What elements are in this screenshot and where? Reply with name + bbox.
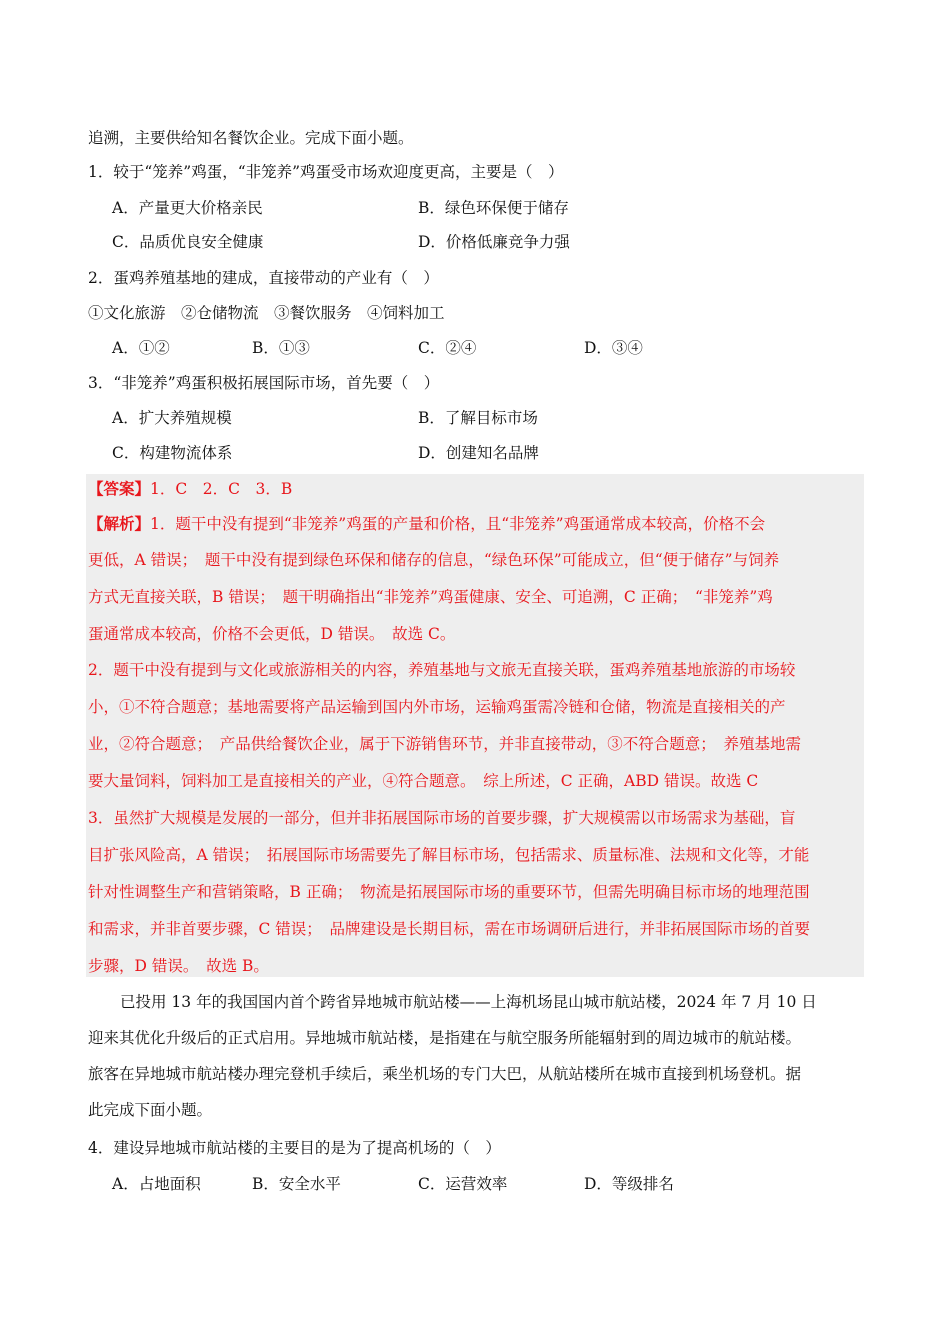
q4-option-b: B．安全水平 bbox=[252, 1175, 341, 1193]
question-3-stem: 3．“非笼养”鸡蛋积极拓展国际市场，首先要（ ） bbox=[88, 374, 440, 392]
question-1-stem: 1．较于“笼养”鸡蛋，“非笼养”鸡蛋受市场欢迎度更高，主要是（ ） bbox=[88, 163, 564, 181]
q2-option-a: A．①② bbox=[112, 339, 170, 357]
analysis-text-1: 1．题干中没有提到“非笼养”鸡蛋的产量和价格，且“非笼养”鸡蛋通常成本较高，价格不会 bbox=[150, 515, 766, 533]
q4-option-a: A．占地面积 bbox=[112, 1175, 201, 1193]
q4-option-d: D．等级排名 bbox=[584, 1175, 674, 1193]
analysis-line-4: 蛋通常成本较高，价格不会更低，D 错误。 故选 C。 bbox=[88, 625, 456, 643]
passage-tail: 追溯，主要供给知名餐饮企业。完成下面小题。 bbox=[88, 129, 414, 147]
answer-text: 1．C 2．C 3．B bbox=[150, 480, 293, 498]
analysis-line-13: 步骤，D 错误。 故选 B。 bbox=[88, 957, 269, 975]
analysis-line-9: 3．虽然扩大规模是发展的一部分，但并非拓展国际市场的首要步骤，扩大规模需以市场需求为基础，盲 bbox=[88, 809, 796, 827]
q1-option-a: A．产量更大价格亲民 bbox=[112, 199, 263, 217]
q3-option-c: C．构建物流体系 bbox=[112, 444, 233, 462]
passage-line-3: 旅客在异地城市航站楼办理完登机手续后，乘坐机场的专门大巴，从航站楼所在城市直接到机场登机。据 bbox=[88, 1065, 802, 1083]
question-4-stem: 4．建设异地城市航站楼的主要目的是为了提高机场的（ ） bbox=[88, 1139, 501, 1157]
answer-line bbox=[88, 479, 292, 499]
question-2-items: ①文化旅游 ②仓储物流 ③餐饮服务 ④饲料加工 bbox=[88, 304, 445, 322]
q1-option-c: C．品质优良安全健康 bbox=[112, 233, 264, 251]
passage-line-2: 迎来其优化升级后的正式启用。异地城市航站楼，是指建在与航空服务所能辐射到的周边城市的航站楼。 bbox=[88, 1029, 802, 1047]
q3-option-b: B．了解目标市场 bbox=[418, 409, 538, 427]
question-2-stem: 2．蛋鸡养殖基地的建成，直接带动的产业有（ ） bbox=[88, 269, 439, 287]
q2-option-d: D．③④ bbox=[584, 339, 643, 357]
analysis-line-10: 目扩张风险高，A 错误； 拓展国际市场需要先了解目标市场，包括需求、质量标准、法规和文化等，才能 bbox=[88, 846, 810, 864]
q2-option-c: C．②④ bbox=[418, 339, 477, 357]
passage-line-4: 此完成下面小题。 bbox=[88, 1101, 213, 1119]
analysis-line-6: 小，①不符合题意；基地需要将产品运输到国内外市场，运输鸡蛋需冷链和仓储，物流是直接相关的产 bbox=[88, 698, 786, 716]
analysis-line-8: 要大量饲料，饲料加工是直接相关的产业，④符合题意。 综上所述，C 正确，ABD 错误。故选 C bbox=[88, 772, 759, 790]
analysis-line-5: 2．题干中没有提到与文化或旅游相关的内容，养殖基地与文旅无直接关联，蛋鸡养殖基地旅游的市场较 bbox=[88, 661, 796, 679]
q1-option-b: B．绿色环保便于储存 bbox=[418, 199, 569, 217]
analysis-line-7: 业，②符合题意； 产品供给餐饮企业，属于下游销售环节，并非直接带动，③不符合题意； 养殖基地需 bbox=[88, 735, 802, 753]
analysis-line-1 bbox=[88, 514, 765, 534]
analysis-line-3: 方式无直接关联，B 错误； 题干明确指出“非笼养”鸡蛋健康、安全、可追溯，C 正确； “非笼养”鸡 bbox=[88, 588, 773, 606]
analysis-line-12: 和需求，并非首要步骤，C 错误； 品牌建设是长期目标，需在市场调研后进行，并非拓展国际市场的首要 bbox=[88, 920, 811, 938]
q2-option-b: B．①③ bbox=[252, 339, 310, 357]
analysis-line-2: 更低，A 错误； 题干中没有提到绿色环保和储存的信息，“绿色环保”可能成立，但“便于储存”与饲养 bbox=[88, 551, 780, 569]
analysis-tag: 【解析】 bbox=[88, 514, 151, 533]
passage-line-1: 已投用 13 年的我国国内首个跨省异地城市航站楼——上海机场昆山城市航站楼，2024 年 7 月 10 日 bbox=[120, 993, 817, 1011]
answer-tag: 【答案】 bbox=[88, 479, 151, 498]
q3-option-a: A．扩大养殖规模 bbox=[112, 409, 232, 427]
analysis-line-11: 针对性调整生产和营销策略，B 正确； 物流是拓展国际市场的重要环节，但需先明确目标市场的地理范围 bbox=[88, 883, 810, 901]
q3-option-d: D．创建知名品牌 bbox=[418, 444, 539, 462]
q1-option-d: D．价格低廉竞争力强 bbox=[418, 233, 570, 251]
q4-option-c: C．运营效率 bbox=[418, 1175, 508, 1193]
